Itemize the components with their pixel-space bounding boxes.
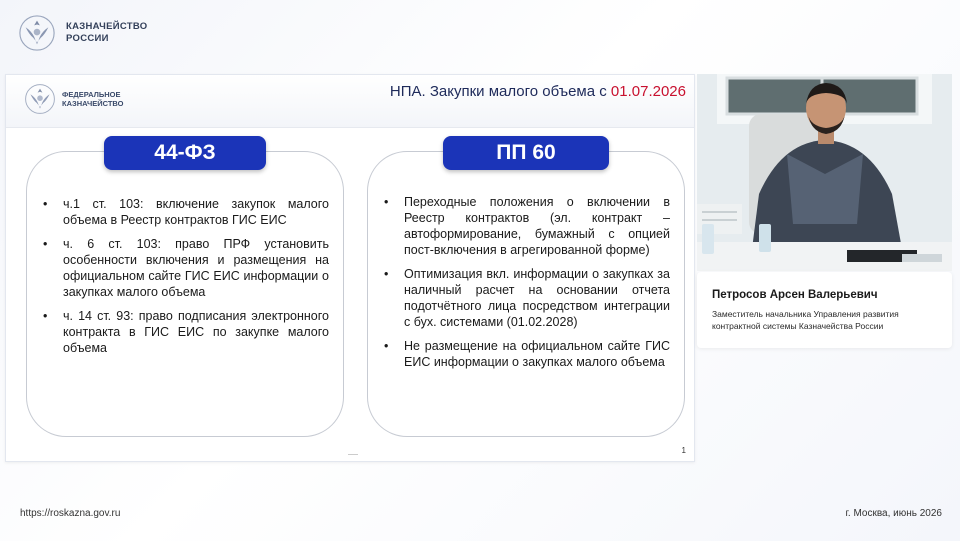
slide-title-date: 01.07.2026 <box>610 83 686 100</box>
list-item: • ч. 6 ст. 103: право ПРФ установить особенности включения и размещения на официальном сайте ГИС ЕИС информации о закупках малого объема <box>41 236 329 300</box>
slide-logo <box>24 83 124 115</box>
top-logo-line1: КАЗНАЧЕЙСТВО <box>66 21 148 32</box>
speaker-name: Петросов Арсен Валерьевич <box>712 289 878 301</box>
list-item: • Оптимизация вкл. информации о закупках за наличный расчет на основании отчета подотчётного лица посредством интеграции с бух. системами (01.02.2028) <box>382 266 670 330</box>
footer-url-link[interactable]: https://roskazna.gov.ru <box>20 508 121 519</box>
list-item: • Не размещение на официальном сайте ГИС ЕИС информации о закупках малого объема <box>382 338 670 370</box>
slide-title <box>390 83 686 100</box>
slide-logo-line2: КАЗНАЧЕЙСТВО <box>62 99 124 108</box>
slide-title-main: НПА. Закупки малого объема с <box>389 83 611 100</box>
list-item: • ч.1 ст. 103: включение закупок малого объема в Реестр контрактов ГИС ЕИС <box>41 196 329 228</box>
speaker-role: Заместитель начальника Управления развития контрактной системы Казначейства России <box>712 309 899 331</box>
top-logo-line2: РОССИИ <box>66 33 109 44</box>
slide-logo-text <box>62 90 124 108</box>
speaker-name-card <box>697 272 952 348</box>
bullet-list-pp-60 <box>382 194 670 378</box>
panel-pp-60 <box>367 141 685 437</box>
slide-header <box>6 75 694 128</box>
panel-heading-44-fz: 44-ФЗ <box>104 136 266 170</box>
presentation-slide <box>5 74 695 462</box>
panel-44-fz <box>26 141 344 437</box>
eagle-emblem-icon <box>18 14 56 52</box>
slide-logo-line1: ФЕДЕРАЛЬНОЕ <box>62 90 121 99</box>
footer-location-date: г. Москва, июнь 2026 <box>845 508 942 519</box>
list-item: • ч. 14 ст. 93: право подписания электронного контракта в ГИС ЕИС по закупке малого объема <box>41 308 329 356</box>
panel-heading-pp-60: ПП 60 <box>443 136 609 170</box>
slide-page-number: 1 <box>681 446 686 455</box>
top-logo-text <box>66 21 148 45</box>
list-item: • Переходные положения о включении в Реестр контрактов (эл. контракт – автоформирование, бумажный с опцией пост-включения в агрегированной форме) <box>382 194 670 258</box>
eagle-emblem-icon <box>24 83 56 115</box>
speaker-video <box>697 74 952 271</box>
slide-divider <box>348 454 358 455</box>
speaker-video-image <box>697 74 952 271</box>
top-logo <box>18 14 148 52</box>
bullet-list-44-fz <box>41 196 329 364</box>
